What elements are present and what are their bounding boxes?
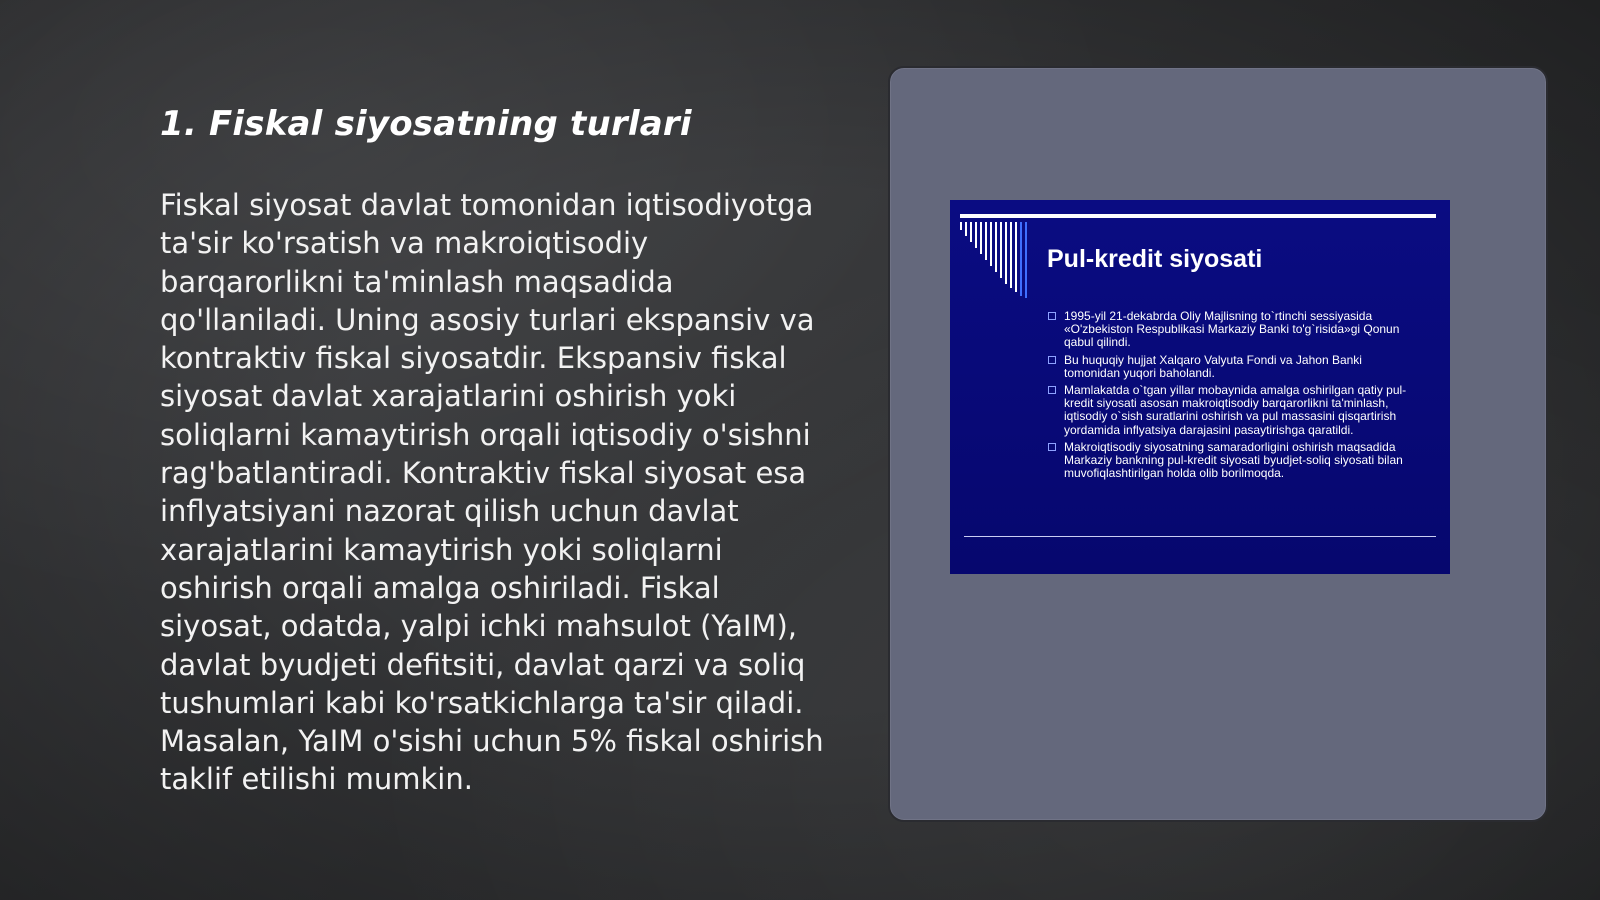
bottom-divider-line bbox=[964, 536, 1436, 537]
embedded-image-card bbox=[888, 66, 1548, 822]
list-item bbox=[1046, 441, 1416, 481]
embedded-bullet-list bbox=[1046, 310, 1416, 484]
list-item bbox=[1046, 310, 1416, 350]
hollow-square-icon bbox=[1048, 386, 1056, 394]
hollow-square-icon bbox=[1048, 356, 1056, 364]
list-item-text: Bu huquqiy hujjat Xalqaro Valyuta Fondi va Jahon Banki tomonidan yuqori baholandi. bbox=[1064, 352, 1362, 380]
embedded-slide-title: Pul-kredit siyosati bbox=[1047, 245, 1263, 273]
vertical-stripes-icon bbox=[960, 222, 1032, 302]
list-item-text: Mamlakatda o`tgan yillar mobaynida amalga oshirilgan qatiy pul-kredit siyosati asosan makroiqtisodiy barqarorlikni ta'minlash, iqtisodiy o`sish suratlarini oshirish va pul massasini qisqartirish yordamida inflyatsiya darajasini pasaytirishga qaratildi. bbox=[1064, 383, 1407, 437]
list-item bbox=[1046, 384, 1416, 437]
list-item-text: 1995-yil 21-dekabrda Oliy Majlisning to`rtinchi sessiyasida «O'zbekiston Respublikasi Markaziy Banki to'g`risida»gi Qonun qabul qilindi. bbox=[1064, 309, 1400, 350]
hollow-square-icon bbox=[1048, 312, 1056, 320]
list-item-text: Makroiqtisodiy siyosatning samaradorligini oshirish maqsadida Markaziy bankning pul-kredit siyosati byudjet-soliq siyosati bilan muvofiqlashtirilgan holda olib borilmoqda. bbox=[1064, 439, 1403, 481]
slide-body-text: Fiskal siyosat davlat tomonidan iqtisodiyotga ta'sir ko'rsatish va makroiqtisodiy barqarorlikni ta'minlash maqsadida qo'llaniladi. Uning asosiy turlari ekspansiv va kontraktiv fiskal siyosatdir. Ekspansiv fiskal siyosat davlat xarajatlarini oshirish yoki soliqlarni kamaytirish orqali iqtisodiy o'sishni rag'batlantiradi. Kontraktiv fiskal siyosat esa inflyatsiyani nazorat qilish uchun davlat xarajatlarini kamaytirish yoki soliqlarni oshirish orqali amalga oshiriladi. Fiskal siyosat, odatda, yalpi ichki mahsulot (YaIM), davlat byudjeti defitsiti, davlat qarzi va soliq tushumlari kabi ko'rsatkichlarga ta'sir qiladi. Masalan, YaIM o'sishi uchun 5% fiskal oshirish taklif etilishi mumkin. bbox=[160, 188, 824, 797]
hollow-square-icon bbox=[1048, 443, 1056, 451]
embedded-slide bbox=[950, 200, 1450, 574]
slide-title: 1. Fiskal siyosatning turlari bbox=[160, 104, 692, 144]
list-item bbox=[1046, 354, 1416, 380]
top-divider-line bbox=[960, 214, 1436, 218]
